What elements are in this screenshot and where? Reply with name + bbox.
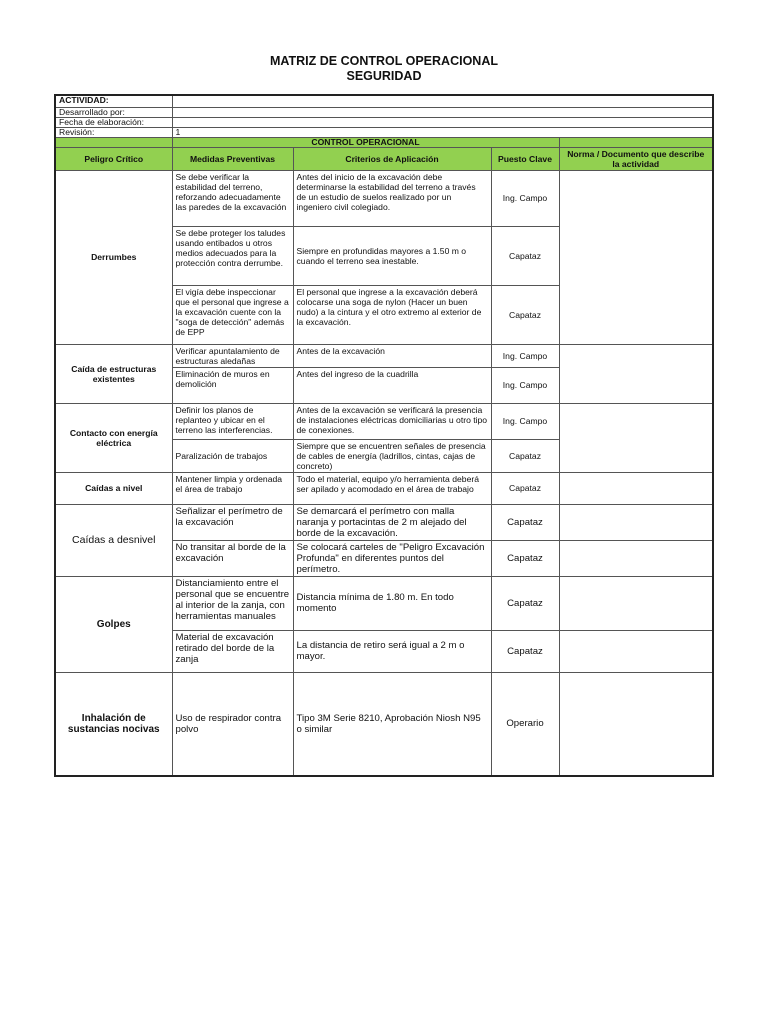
puesto-cell: Ing. Campo xyxy=(491,344,559,367)
fecha-value xyxy=(172,117,713,127)
header-puesto: Puesto Clave xyxy=(491,147,559,170)
puesto-cell: Capataz xyxy=(491,630,559,672)
table-row xyxy=(55,403,713,439)
norma-cell xyxy=(559,504,713,540)
medida-cell: Verificar apuntalamiento de estructuras aledañas xyxy=(172,344,293,367)
revision-value: 1 xyxy=(172,127,713,137)
puesto-cell: Ing. Campo xyxy=(491,367,559,403)
meta-revision-row xyxy=(55,127,713,137)
medida-cell: Mantener limpia y ordenada el área de trabajo xyxy=(172,472,293,504)
norma-cell xyxy=(559,170,713,344)
medida-cell: No transitar al borde de la excavación xyxy=(172,540,293,576)
criterio-cell: La distancia de retiro será igual a 2 m o mayor. xyxy=(293,630,491,672)
norma-cell xyxy=(559,472,713,504)
table-row xyxy=(55,576,713,630)
criterio-cell: Se colocará carteles de "Peligro Excavación Profunda" en diferentes puntos del perímetro. xyxy=(293,540,491,576)
criterio-cell: Distancia mínima de 1.80 m. En todo momento xyxy=(293,576,491,630)
actividad-value xyxy=(172,95,713,107)
medida-cell: Paralización de trabajos xyxy=(172,439,293,472)
criterio-cell: Tipo 3M Serie 8210, Aprobación Niosh N95 o similar xyxy=(293,672,491,776)
peligro-cell: Caída de estructuras existentes xyxy=(55,344,172,403)
criterio-cell: Antes del inicio de la excavación debe determinarse la estabilidad del terreno a través de un estudio de suelos realizado por un ingeniero civil colegiado. xyxy=(293,170,491,226)
medida-cell: Material de excavación retirado del borde de la zanja xyxy=(172,630,293,672)
document-title: MATRIZ DE CONTROL OPERACIONAL xyxy=(269,54,498,68)
desarrollado-label: Desarrollado por: xyxy=(55,107,172,117)
header-criterios: Criterios de Aplicación xyxy=(293,147,491,170)
medida-cell: Se debe verificar la estabilidad del terreno, reforzando adecuadamente las paredes de la excavación xyxy=(172,170,293,226)
table-row xyxy=(55,344,713,367)
criterio-cell: Siempre que se encuentren señales de presencia de cables de energía (ladrillos, cintas, cajas de concreto) xyxy=(293,439,491,472)
puesto-cell: Capataz xyxy=(491,540,559,576)
puesto-cell: Capataz xyxy=(491,285,559,344)
criterio-cell: Antes de la excavación xyxy=(293,344,491,367)
criterio-cell: Antes del ingreso de la cuadrilla xyxy=(293,367,491,403)
table-row xyxy=(55,472,713,504)
criterio-cell: Todo el material, equipo y/o herramienta deberá ser apilado y acomodado en el área de trabajo xyxy=(293,472,491,504)
desarrollado-value xyxy=(172,107,713,117)
peligro-cell: Golpes xyxy=(55,576,172,672)
puesto-cell: Operario xyxy=(491,672,559,776)
norma-cell xyxy=(559,576,713,630)
header-medidas: Medidas Preventivas xyxy=(172,147,293,170)
puesto-cell: Ing. Campo xyxy=(491,403,559,439)
puesto-cell: Ing. Campo xyxy=(491,170,559,226)
norma-cell xyxy=(559,540,713,576)
meta-actividad-row xyxy=(55,95,713,107)
puesto-cell: Capataz xyxy=(491,504,559,540)
band-left xyxy=(55,137,172,147)
norma-cell xyxy=(559,344,713,403)
header-peligro: Peligro Crítico xyxy=(55,147,172,170)
norma-cell xyxy=(559,672,713,776)
medida-cell: Uso de respirador contra polvo xyxy=(172,672,293,776)
control-band-row xyxy=(55,137,713,147)
peligro-cell: Caídas a nivel xyxy=(55,472,172,504)
puesto-cell: Capataz xyxy=(491,576,559,630)
meta-desarrollado-row xyxy=(55,107,713,117)
medida-cell: Se debe proteger los taludes usando entibados u otros medios adecuados para la protección contra derrumbe. xyxy=(172,226,293,285)
peligro-cell: Inhalación de sustancias nocivas xyxy=(55,672,172,776)
medida-cell: Señalizar el perímetro de la excavación xyxy=(172,504,293,540)
norma-cell xyxy=(559,403,713,472)
band-right xyxy=(559,137,713,147)
puesto-cell: Capataz xyxy=(491,472,559,504)
actividad-label: ACTIVIDAD: xyxy=(55,95,172,107)
table-row xyxy=(55,170,713,226)
control-matrix-table xyxy=(54,94,714,777)
criterio-cell: El personal que ingrese a la excavación deberá colocarse una soga de nylon (Hacer un buen nudo) a la cintura y el otro extremo al exterior de la excavación. xyxy=(293,285,491,344)
peligro-cell: Caídas a desnivel xyxy=(55,504,172,576)
control-band: CONTROL OPERACIONAL xyxy=(172,137,559,147)
table-row xyxy=(55,672,713,776)
document-subtitle: SEGURIDAD xyxy=(346,69,422,83)
medida-cell: Definir los planos de replanteo y ubicar en el terreno las interferencias. xyxy=(172,403,293,439)
peligro-cell: Derrumbes xyxy=(55,170,172,344)
revision-label: Revisión: xyxy=(55,127,172,137)
header-row xyxy=(55,147,713,170)
criterio-cell: Se demarcará el perímetro con malla naranja y portacintas de 2 m alejado del borde de la excavación. xyxy=(293,504,491,540)
header-norma: Norma / Documento que describe la actividad xyxy=(559,147,713,170)
medida-cell: Distanciamiento entre el personal que se encuentre al interior de la zanja, con herramientas manuales xyxy=(172,576,293,630)
medida-cell: Eliminación de muros en demolición xyxy=(172,367,293,403)
norma-cell xyxy=(559,630,713,672)
table-row xyxy=(55,504,713,540)
criterio-cell: Antes de la excavación se verificará la presencia de instalaciones eléctricas domiciliarias u otro tipo de conexiones. xyxy=(293,403,491,439)
meta-fecha-row xyxy=(55,117,713,127)
medida-cell: El vigía debe inspeccionar que el personal que ingrese a la excavación cuente con la "soga de detección" además de EPP xyxy=(172,285,293,344)
puesto-cell: Capataz xyxy=(491,439,559,472)
puesto-cell: Capataz xyxy=(491,226,559,285)
peligro-cell: Contacto con energía eléctrica xyxy=(55,403,172,472)
criterio-cell: Siempre en profundidas mayores a 1.50 m o cuando el terreno sea inestable. xyxy=(293,226,491,285)
fecha-label: Fecha de elaboración: xyxy=(55,117,172,127)
